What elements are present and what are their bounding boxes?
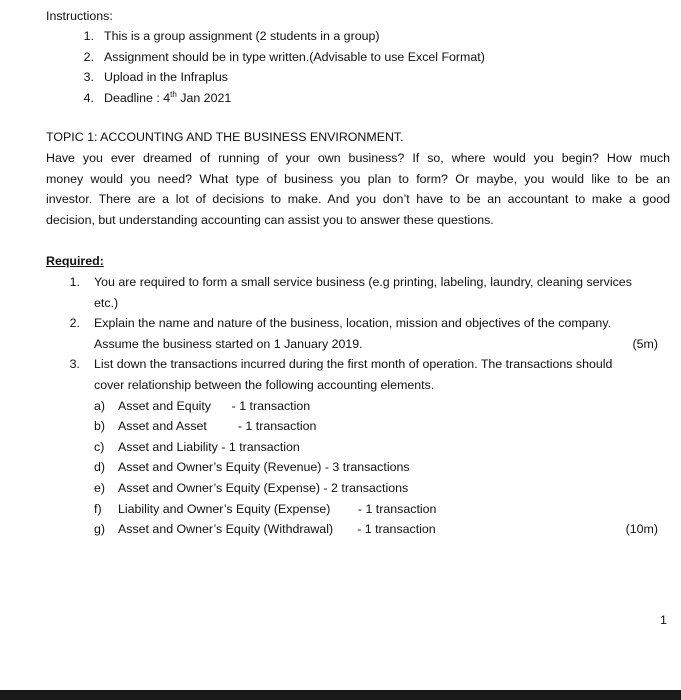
sub-item-letter: a) [94, 398, 106, 413]
page-number: 1 [660, 613, 667, 627]
required-item [46, 313, 670, 354]
paragraph-line: decision, but understanding accounting can assist you to answer these questions. [46, 212, 494, 227]
required-body [80, 272, 670, 313]
sub-item-letter: g) [94, 522, 106, 537]
sub-item-label: Asset and Owner’s Equity (Withdrawal) [118, 522, 358, 537]
deadline-suffix: Jan 2021 [176, 90, 232, 105]
required-heading: Required: [46, 254, 104, 268]
instruction-item [46, 88, 485, 109]
sub-item-label: Asset and Asset [118, 419, 238, 434]
topic-paragraph [46, 148, 670, 230]
required-line-with-mark [94, 334, 670, 355]
instruction-item [46, 67, 485, 88]
marks-label: (5m) [632, 336, 658, 351]
sub-item-count: - 1 transaction [357, 501, 437, 516]
sub-item-label: Asset and Owner’s Equity (Revenue) [118, 460, 325, 475]
instruction-number: 1. [83, 29, 94, 43]
deadline-prefix: Deadline : 4 [104, 90, 171, 105]
required-line: etc.) [94, 295, 119, 310]
required-number: 3. [69, 357, 80, 372]
paragraph-line: investor. There are a lot of decisions to make. And you don’t have to be an accountant to make a good [46, 192, 670, 207]
sub-item-count: - 1 transaction [357, 522, 436, 537]
required-body [80, 354, 670, 539]
required-line: cover relationship between the following accounting elements. [94, 377, 435, 392]
sub-item-count: - 2 transactions [323, 480, 409, 495]
sub-item-label: Liability and Owner’s Equity (Expense) [118, 501, 358, 516]
sub-item-count: - 1 transaction [221, 439, 300, 454]
instructions-list [46, 26, 485, 108]
instruction-text [94, 88, 231, 109]
required-number: 1. [69, 275, 80, 289]
bottom-bar [0, 690, 681, 700]
required-line: Assume the business started on 1 January 2019. [94, 336, 363, 351]
instruction-number: 4. [83, 90, 94, 105]
sub-item-letter: d) [94, 460, 106, 475]
instruction-number: 2. [83, 49, 94, 64]
instruction-item [46, 47, 485, 68]
sub-item-count: - 3 transactions [324, 460, 410, 475]
sub-item-label: Asset and Equity [118, 398, 232, 413]
sub-item-letter: f) [94, 501, 102, 516]
required-line: List down the transactions incurred during the first month of operation. The transactions should [94, 357, 613, 372]
sub-item-count: - 1 transaction [237, 419, 317, 434]
required-item [46, 272, 670, 313]
sub-item-count: - 1 transaction [231, 398, 311, 413]
required-list [46, 272, 670, 540]
sub-item [94, 416, 670, 437]
instruction-text: Upload in the Infraplus [104, 70, 228, 85]
sub-item-label: Asset and Owner’s Equity (Expense) [118, 480, 324, 495]
sub-item [94, 457, 670, 478]
sub-item [94, 519, 670, 540]
paragraph-line: money would you need? What type of business you plan to form? Or maybe, you would like to be an [46, 171, 670, 186]
required-number: 2. [69, 316, 80, 331]
sub-item-list [94, 396, 670, 540]
sub-item [94, 396, 670, 417]
marks-label: (10m) [625, 522, 658, 537]
instruction-text: Assignment should be in type written.(Advisable to use Excel Format) [104, 49, 485, 64]
sub-item-letter: e) [94, 480, 106, 495]
instruction-number: 3. [83, 70, 94, 85]
sub-item [94, 478, 670, 499]
sub-item [94, 499, 670, 520]
instruction-item [46, 26, 485, 47]
sub-item [94, 437, 670, 458]
required-line: Explain the name and nature of the business, location, mission and objectives of the company. [94, 316, 612, 331]
instruction-text: This is a group assignment (2 students in a group) [104, 29, 380, 43]
instructions-heading: Instructions: [46, 9, 113, 23]
topic-title: TOPIC 1: ACCOUNTING AND THE BUSINESS ENVIRONMENT. [46, 130, 404, 144]
required-item [46, 354, 670, 539]
required-body [80, 313, 670, 354]
required-line: You are required to form a small service business (e.g printing, labeling, laundry, cleaning services [94, 275, 632, 289]
paragraph-line: Have you ever dreamed of running of your own business? If so, where would you begin? How much [46, 151, 670, 165]
sub-item-letter: c) [94, 439, 105, 454]
deadline-ordinal: th [170, 89, 177, 99]
sub-item-letter: b) [94, 419, 106, 434]
sub-item-label: Asset and Liability [118, 439, 222, 454]
